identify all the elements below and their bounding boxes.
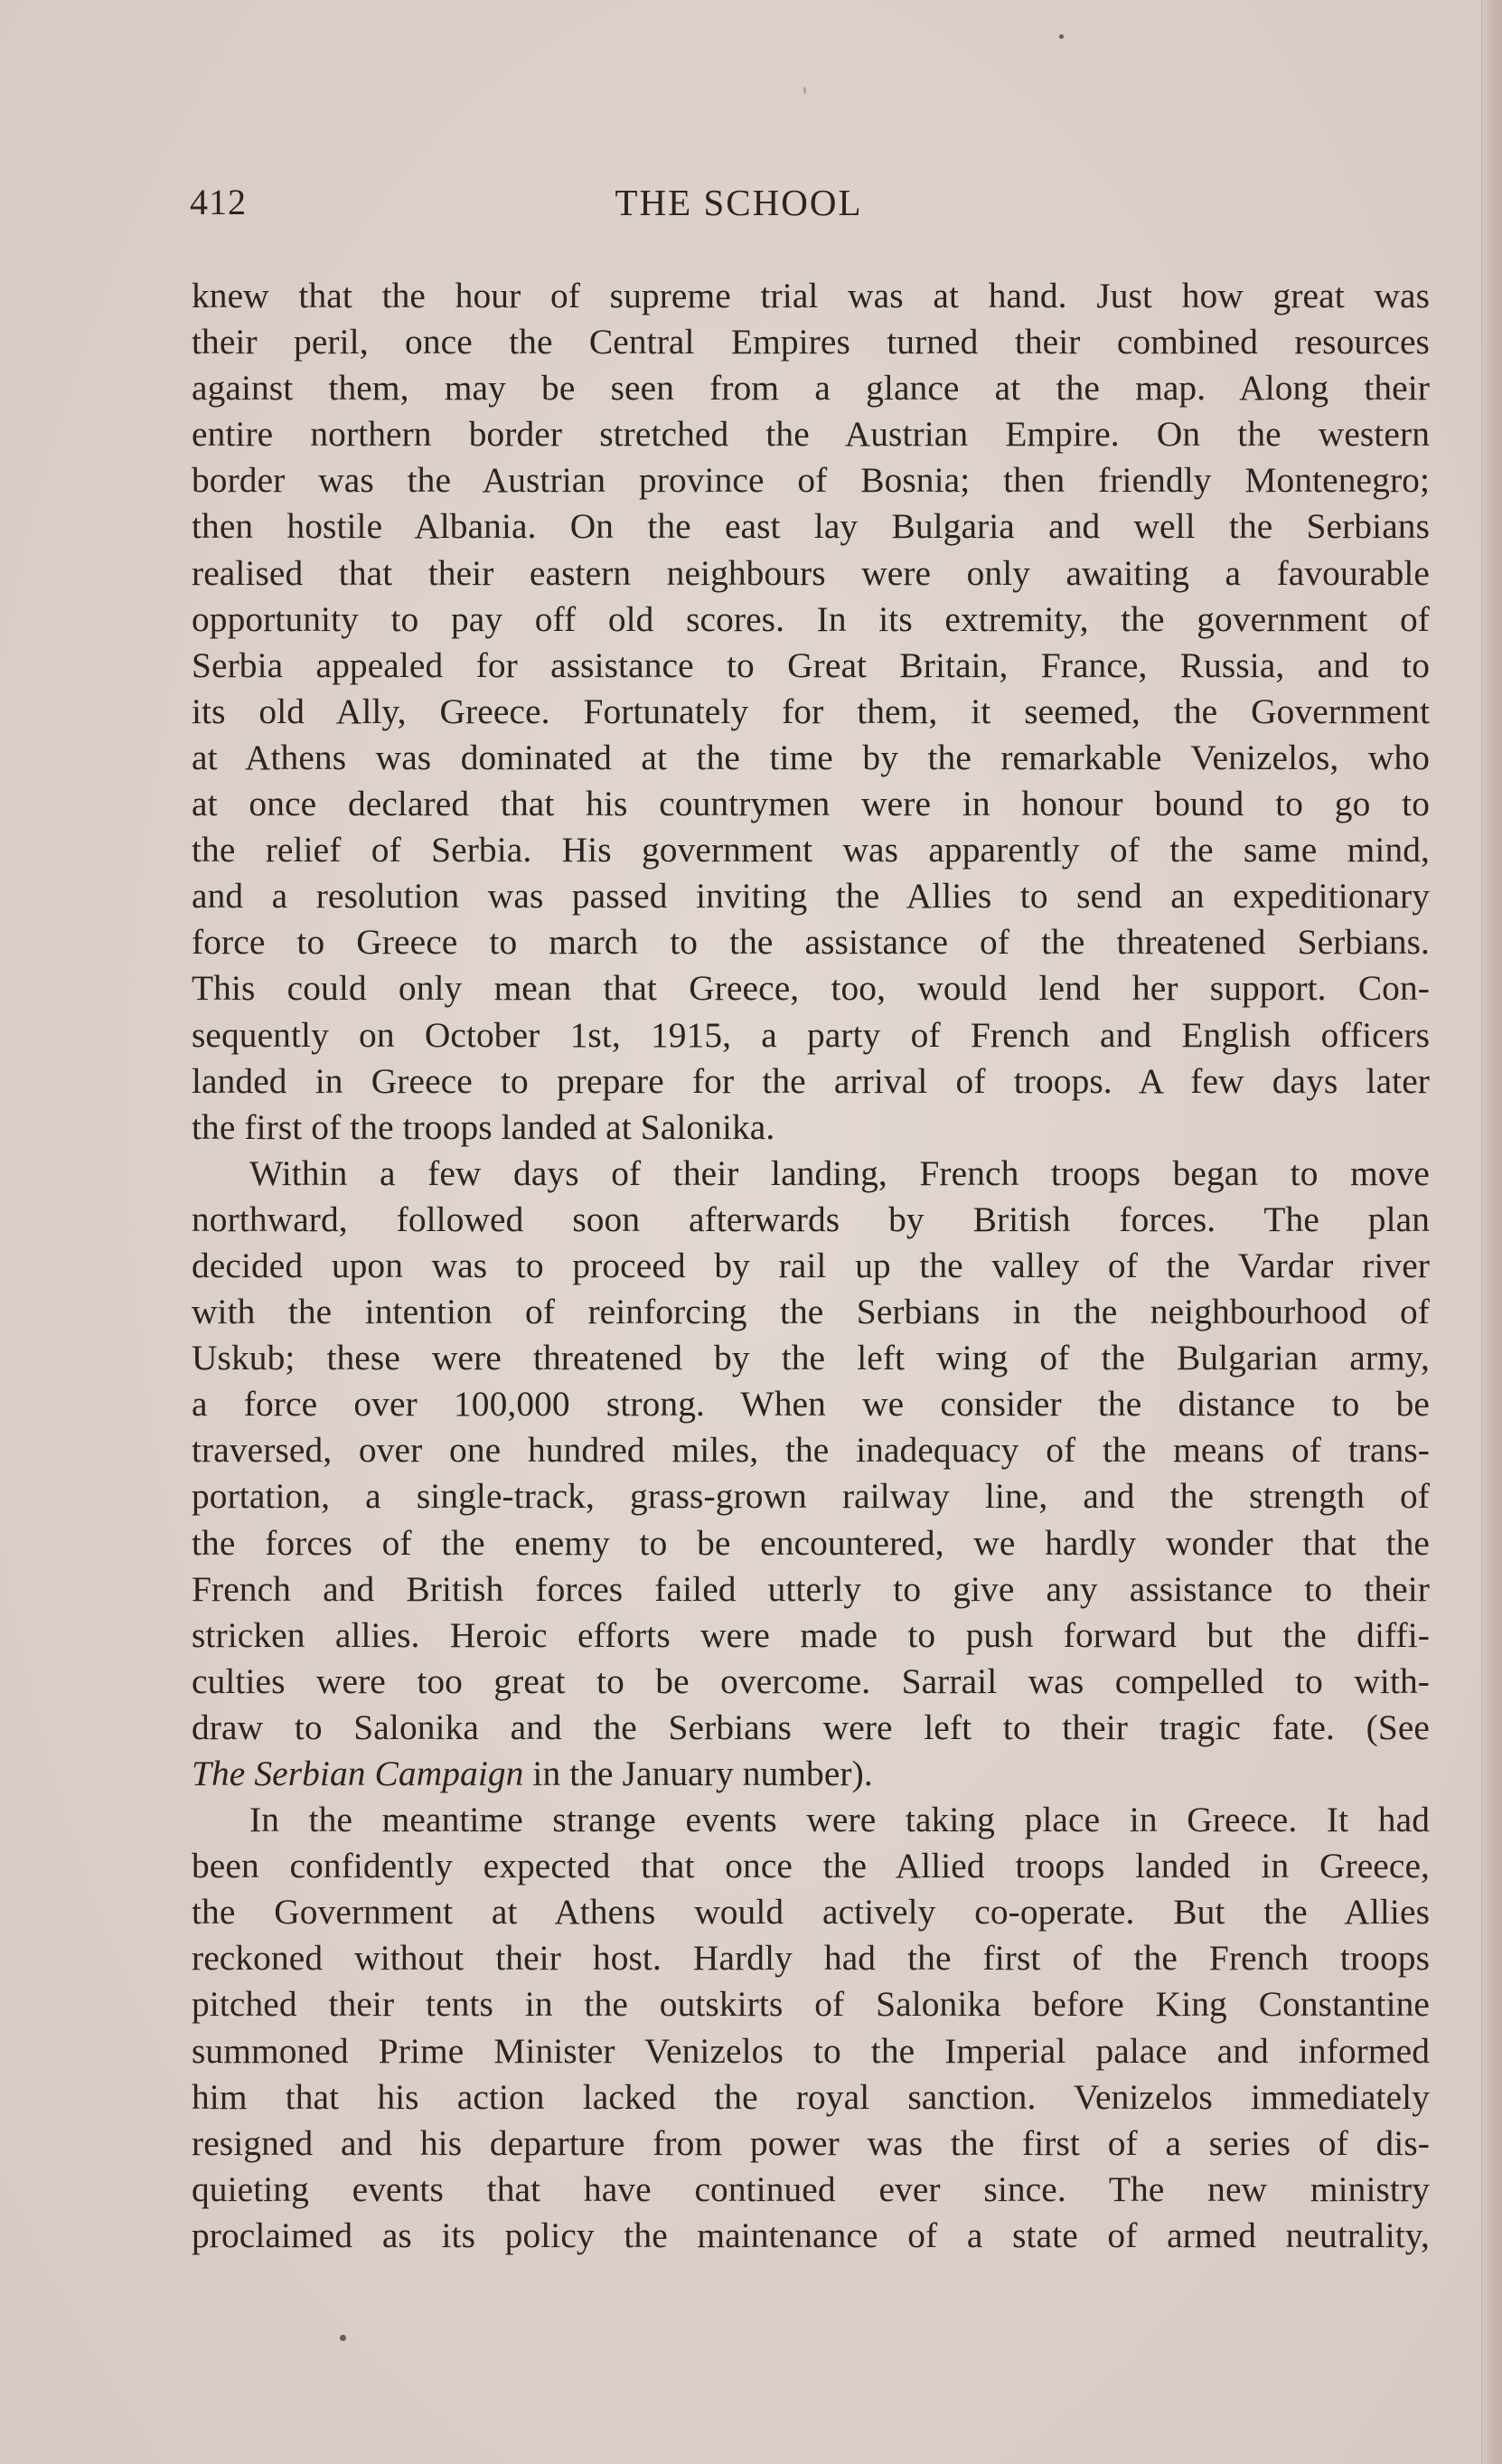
text-line: traversed, over one hundred miles, the inadequacy of the means of trans-	[192, 1430, 1430, 1471]
text-line: been confidently expected that once the Allied troops landed in Greece,	[192, 1846, 1430, 1886]
ink-speck	[1059, 34, 1064, 39]
text-line: border was the Austrian province of Bosnia; then friendly Montenegro;	[192, 460, 1430, 501]
text-line: reckoned without their host. Hardly had the first of the French troops	[192, 1938, 1430, 1979]
text-line: Uskub; these were threatened by the left wing of the Bulgarian army,	[192, 1338, 1430, 1378]
text-line: with the intention of reinforcing the Serbians in the neighbourhood of	[192, 1292, 1430, 1332]
text-line: force to Greece to march to the assistance of the threatened Serbians.	[192, 922, 1430, 963]
text-line: the Government at Athens would actively co-operate. But the Allies	[192, 1892, 1430, 1933]
text-line: knew that the hour of supreme trial was at hand. Just how great was	[192, 276, 1430, 315]
running-head	[190, 181, 1437, 235]
text-line: at Athens was dominated at the time by the remarkable Venizelos, who	[192, 737, 1430, 777]
text-line: pitched their tents in the outskirts of Salonika before King Constantine	[192, 1984, 1430, 2025]
text-line: Serbia appealed for assistance to Great Britain, France, Russia, and to	[192, 644, 1430, 685]
text-line: its old Ally, Greece. Fortunately for them, it seemed, the Government	[192, 691, 1430, 731]
body-text	[192, 273, 1430, 2259]
text-line: sequently on October 1st, 1915, a party of French and English officers	[192, 1014, 1430, 1055]
text-line: quieting events that have continued ever since. The new ministry	[192, 2168, 1430, 2209]
text-line: the relief of Serbia. His government was apparently of the same mind,	[192, 830, 1430, 870]
text-line: entire northern border stretched the Austrian Empire. On the western	[192, 414, 1430, 455]
text-line: decided upon was to proceed by rail up the valley of the Vardar river	[192, 1245, 1430, 1285]
text-line: stricken allies. Heroic efforts were made to push forward but the diffi-	[192, 1614, 1430, 1655]
text-line	[192, 1751, 1430, 1797]
text-line: then hostile Albania. On the east lay Bulgaria and well the Serbians	[192, 506, 1430, 547]
text-line: portation, a single-track, grass-grown railway line, and the strength of	[192, 1476, 1430, 1517]
page-number: 412	[190, 182, 247, 222]
ink-speck	[340, 2335, 346, 2341]
text-line: at once declared that his countrymen were in honour bound to go to	[192, 784, 1430, 824]
text-line: realised that their eastern neighbours were only awaiting a favourable	[192, 552, 1430, 593]
text-line: opportunity to pay off old scores. In its extremity, the government of	[192, 598, 1430, 639]
italic-title: The Serbian Campaign	[192, 1754, 524, 1793]
text-line: draw to Salonika and the Serbians were left to their tragic fate. (See	[192, 1707, 1430, 1747]
text-line: him that his action lacked the royal sanction. Venizelos immediately	[192, 2076, 1430, 2117]
text-line: resigned and his departure from power was the first of a series of dis-	[192, 2122, 1430, 2163]
text-line: against them, may be seen from a glance at the map. Along their	[192, 368, 1430, 409]
text-line: summoned Prime Minister Venizelos to the Imperial palace and informed	[192, 2030, 1430, 2071]
text-line: landed in Greece to prepare for the arrival of troops. A few days later	[192, 1060, 1430, 1101]
text-line: culties were too great to be overcome. Sarrail was compelled to with-	[192, 1660, 1430, 1701]
text-line: a force over 100,000 strong. When we consider the distance to be	[192, 1384, 1430, 1425]
text-line: the forces of the enemy to be encountered, we hardly wonder that the	[192, 1522, 1430, 1563]
text-line: Within a few days of their landing, French troops began to move	[249, 1152, 1430, 1193]
ink-speck	[803, 87, 806, 94]
text-line: northward, followed soon afterwards by British forces. The plan	[192, 1199, 1430, 1239]
text-line: This could only mean that Greece, too, would lend her support. Con-	[192, 968, 1430, 1009]
text-fragment: in the January number).	[532, 1754, 873, 1793]
running-title: THE SCHOOL	[615, 182, 863, 223]
text-line: their peril, once the Central Empires turned their combined resources	[192, 322, 1430, 362]
text-line: In the meantime strange events were taking place in Greece. It had	[249, 1800, 1430, 1840]
text-line: the first of the troops landed at Salonika.	[192, 1106, 775, 1147]
text-line: and a resolution was passed inviting the Allies to send an expeditionary	[192, 876, 1430, 917]
text-line: French and British forces failed utterly to give any assistance to their	[192, 1568, 1430, 1609]
page-edge-shadow	[1481, 0, 1502, 2464]
text-line: proclaimed as its policy the maintenance of a state of armed neutrality,	[192, 2215, 1430, 2255]
